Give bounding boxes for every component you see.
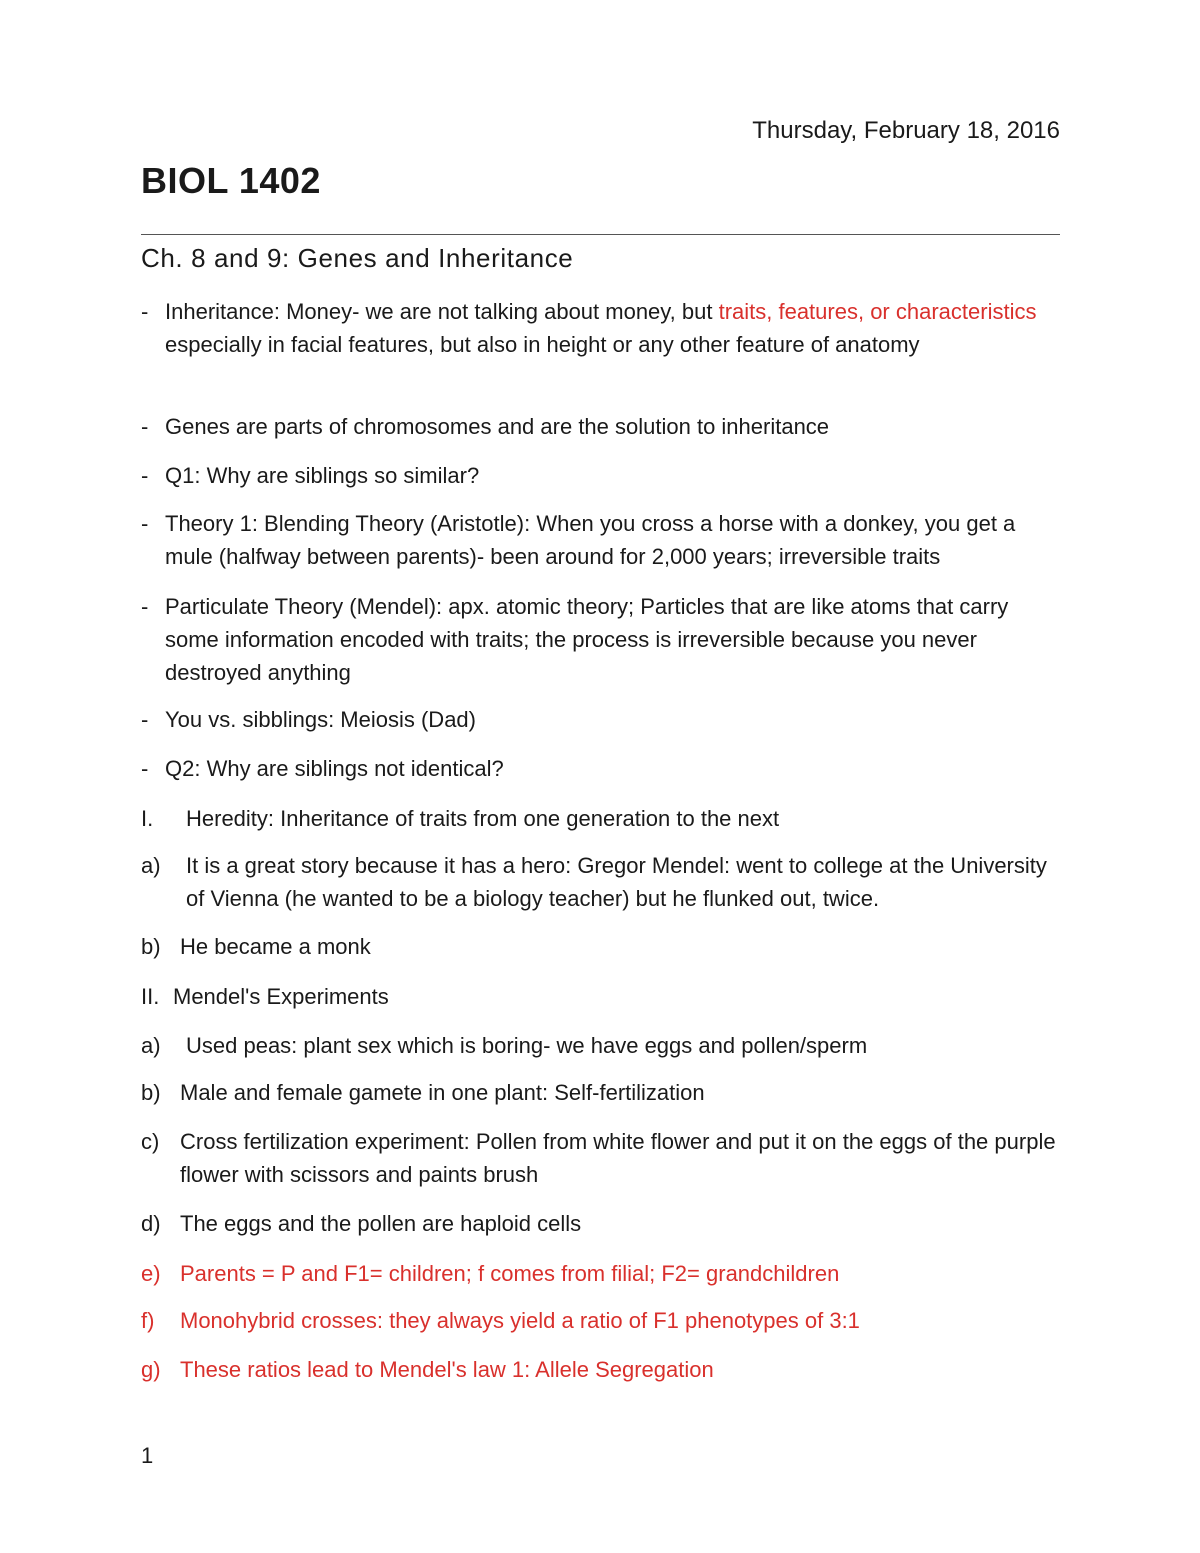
outline-marker: a) [141,1033,161,1058]
bullet-item-genes [141,410,1060,443]
bullet-dash: - [141,756,149,781]
course-title: BIOL 1402 [141,160,321,201]
bullet-dash: - [141,463,149,488]
bullet-dash: - [141,511,149,536]
bullet-text-part: especially in facial features, but also in height or any other feature of anatomy [165,332,920,357]
outline-marker: b) [141,1080,161,1105]
bullet-text: Theory 1: Blending Theory (Aristotle): When you cross a horse with a donkey, you get a mule (halfway between parents)- been around for 2,000 years; irreversible traits [165,511,1016,569]
outline-marker: b) [141,934,161,959]
bullet-item-siblings [141,703,1060,736]
section-heading: Ch. 8 and 9: Genes and Inheritance [141,243,574,273]
title-divider [141,234,1060,235]
bullet-item-inheritance [141,295,1060,361]
highlighted-text: traits, features, or characteristics [718,299,1037,324]
outline-item [141,1076,1060,1109]
outline-item-highlighted [141,1353,1060,1386]
bullet-dash: - [141,414,149,439]
outline-marker: a) [141,853,161,878]
bullet-text: Genes are parts of chromosomes and are the solution to inheritance [165,414,830,439]
outline-heading-heredity [141,802,1060,835]
outline-text: Parents = P and F1= children; f comes from filial; F2= grandchildren [180,1261,840,1286]
outline-text: He became a monk [180,934,371,959]
bullet-item-q2 [141,752,1060,785]
bullet-text [141,295,1060,361]
outline-text: It is a great story because it has a hero: Gregor Mendel: went to college at the University of Vienna (he wanted to be a biology teacher) but he flunked out, twice. [186,853,1047,911]
bullet-text: Q2: Why are siblings not identical? [165,756,504,781]
bullet-text: Particulate Theory (Mendel): apx. atomic theory; Particles that are like atoms that carry some information encoded with traits; the process is irreversible because you never destroyed anything [165,594,1009,685]
bullet-text: You vs. sibblings: Meiosis (Dad) [165,707,476,732]
outline-marker: f) [141,1308,155,1333]
outline-item [141,1207,1060,1240]
bullet-dash: - [141,594,149,619]
outline-text: Used peas: plant sex which is boring- we have eggs and pollen/sperm [186,1033,868,1058]
outline-item-highlighted [141,1304,1060,1337]
outline-marker: I. [141,806,154,831]
outline-text: The eggs and the pollen are haploid cells [180,1211,582,1236]
bullet-text-part: Inheritance: Money- we are not talking about money, but [165,299,719,324]
outline-marker: g) [141,1357,161,1382]
outline-item [141,849,1060,915]
outline-text: These ratios lead to Mendel's law 1: Allele Segregation [180,1357,714,1382]
bullet-dash: - [141,707,149,732]
outline-text: Monohybrid crosses: they always yield a ratio of F1 phenotypes of 3:1 [180,1308,860,1333]
outline-text: Mendel's Experiments [173,984,389,1009]
outline-text: Heredity: Inheritance of traits from one generation to the next [186,806,780,831]
outline-marker: e) [141,1261,161,1286]
outline-marker: c) [141,1129,160,1154]
bullet-dash: - [141,299,149,324]
outline-item-highlighted [141,1257,1060,1290]
outline-item [141,930,1060,963]
outline-heading-experiments [141,980,1060,1013]
outline-item [141,1125,1060,1191]
lecture-date: Thursday, February 18, 2016 [752,117,1060,144]
bullet-item-particulate [141,590,1060,689]
bullet-item-theory1 [141,507,1060,573]
bullet-item-q1 [141,459,1060,492]
outline-marker: d) [141,1211,161,1236]
outline-text: Male and female gamete in one plant: Self-fertilization [180,1080,705,1105]
bullet-text: Q1: Why are siblings so similar? [165,463,480,488]
outline-text: Cross fertilization experiment: Pollen from white flower and put it on the eggs of the purple flower with scissors and paints brush [180,1129,1056,1187]
outline-item [141,1029,1060,1062]
page-number: 1 [141,1443,154,1468]
outline-marker: II. [141,984,160,1009]
